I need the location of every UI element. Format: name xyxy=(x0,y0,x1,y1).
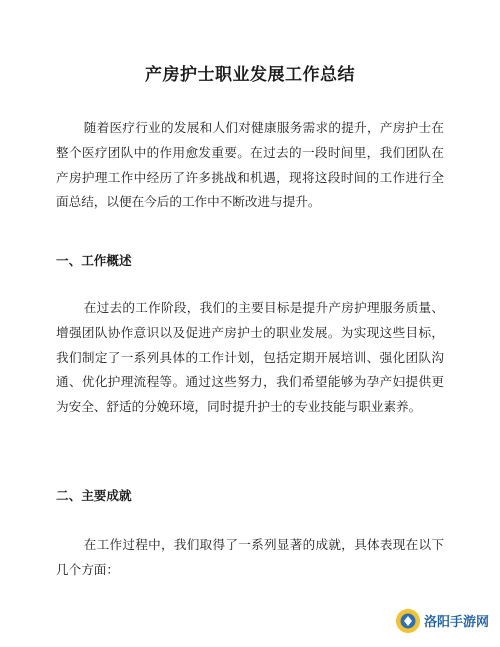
section-heading-overview: 一、工作概述 xyxy=(56,253,132,268)
document-title: 产房护士职业发展工作总结 xyxy=(145,65,355,85)
section-body-overview: 在过去的工作阶段，我们的主要目标是提升产房护理服务质量、增强团队协作意识以及促进产房护士的职业发展。为实现这些目标，我们制定了一系列具体的工作计划，包括定期开展培训、强化团队沟通、优化护理流程等。通过这些努力，我们希望能够为孕产妇提供更为安全、舒适的分娩环境，同时提升护士的专业技能与职业素养。 xyxy=(56,300,444,415)
section-heading-achievements: 二、主要成就 xyxy=(56,488,132,503)
intro-paragraph: 随着医疗行业的发展和人们对健康服务需求的提升，产房护士在整个医疗团队中的作用愈发重要。在过去的一段时间里，我们团队在产房护理工作中经历了许多挑战和机遇，现将这段时间的工作进行全面总结，以便在今后的工作中不断改进与提升。 xyxy=(56,120,444,210)
section-body-achievements: 在工作过程中，我们取得了一系列显著的成就，具体表现在以下几个方面： xyxy=(56,537,444,577)
site-watermark-logo xyxy=(392,604,496,638)
watermark-text: 洛阳手游网 xyxy=(424,615,490,630)
watermark-badge-icon xyxy=(396,609,420,633)
